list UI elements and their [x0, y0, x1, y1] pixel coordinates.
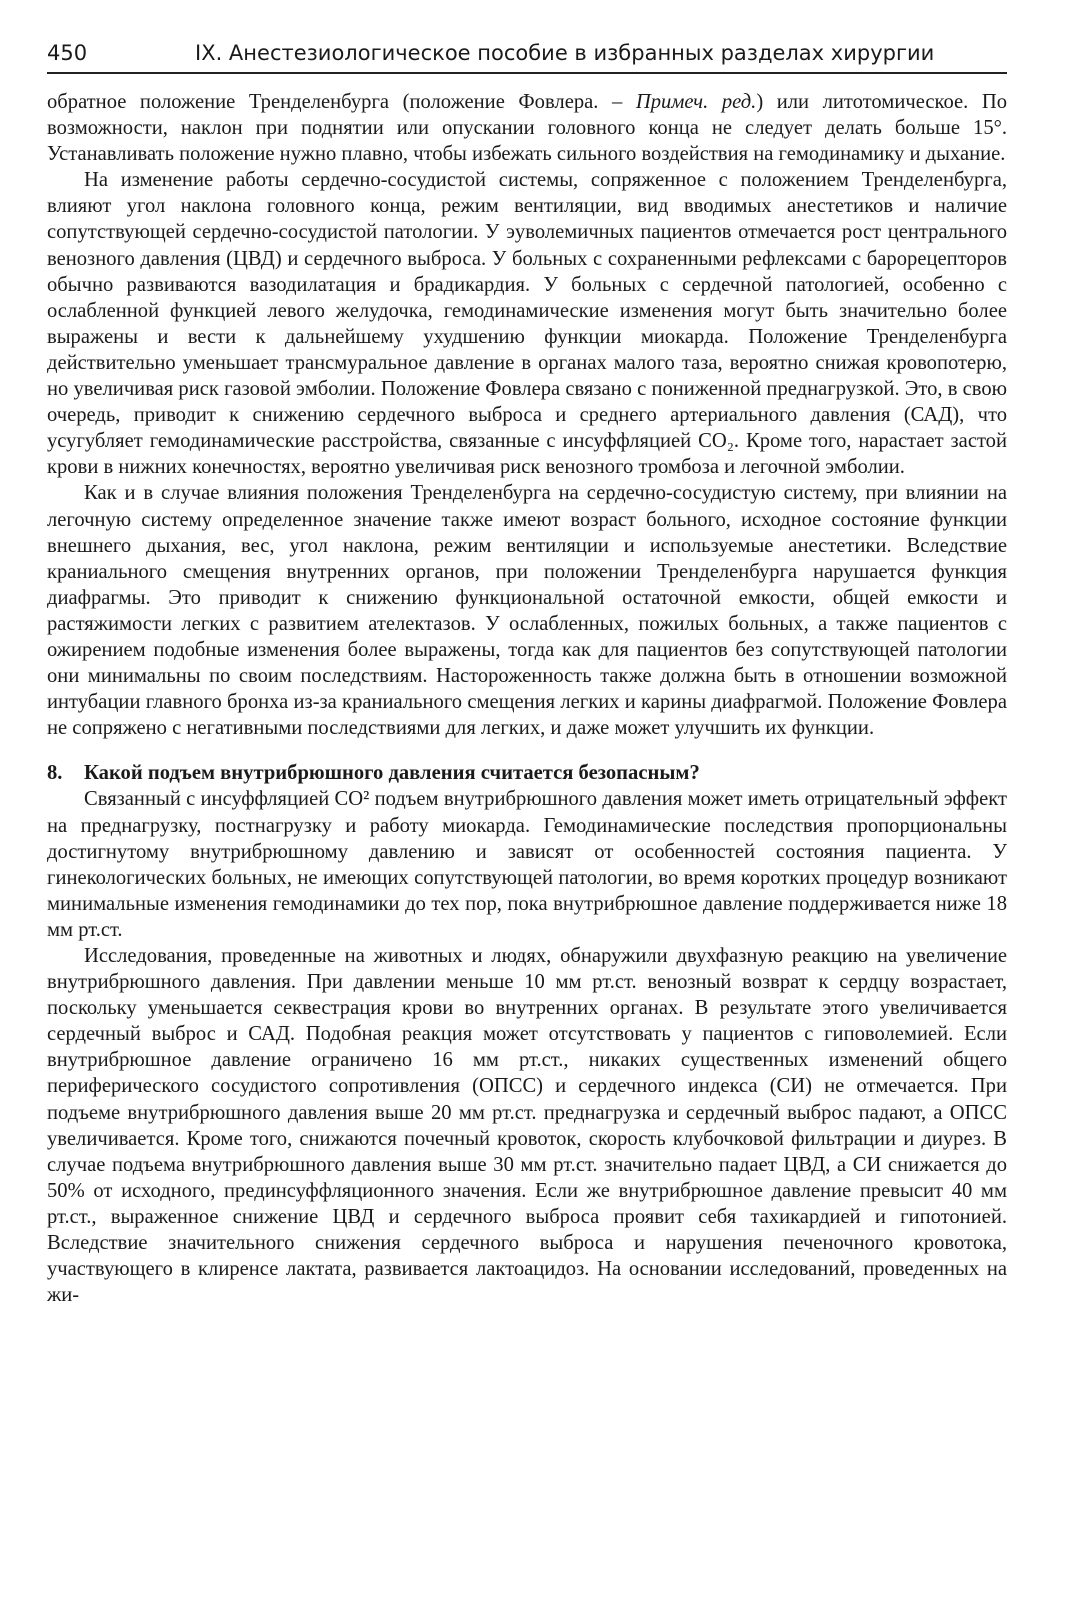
body-text: [47, 89, 1007, 1308]
paragraph-cardiovascular: На изменение работы сердечно-сосудистой системы, сопряженное с положением Тренделенбурга, влияют угол наклона головного конца, режим вентиляции, вид вводимых анестетиков и наличие сопутствующей сердечно-сосудистой патологии. У эуволемичных пациентов отмечается рост центрального венозного давления (ЦВД) и сердечного выброса. У больных с сохраненными рефлексами с барорецепторов обычно развиваются вазодилатация и брадикардия. У больных с сердечной патологией, особенно с ослабленной функцией левого желудочка, гемодинамические изменения могут быть значительно более выражены и вести к дальнейшему ухудшению функции миокарда. Положение Тренделенбурга действительно уменьшает трансмуральное давление в органах малого таза, вероятно снижая кровопотерю, но увеличивая риск газовой эмболии. Положение Фовлера связано с пониженной преднагрузкой. Это, в свою очередь, приводит к снижению сердечного выброса и среднего артериального давления (САД), что усугубляет гемодинамические расстройства, связанные с инсуффляцией CO₂. Кроме того, нарастает застой крови в нижних конечностях, вероятно увеличивая риск венозного тромбоза и легочной эмболии.: [47, 169, 1007, 479]
section-number: 8.: [47, 762, 63, 785]
editor-note: Примеч. ред.: [635, 91, 757, 113]
header-divider: [47, 72, 1007, 74]
paragraph-continuation: [47, 89, 1007, 167]
section-title: Какой подъем внутрибрюшного давления считается безопасным?: [84, 762, 700, 785]
page-number: 450: [47, 41, 88, 65]
paragraph-biphasic-reaction: Исследования, проведенные на животных и людях, обнаружили двухфазную реакцию на увеличение внутрибрюшного давления. При давлении меньше 10 мм рт.ст. венозный возврат к сердцу возрастает, поскольку уменьшается секвестрация крови во внутренних органах. В результате этого увеличивается сердечный выброс и САД. Подобная реакция может отсутствовать у пациентов с гиповолемией. Если внутрибрюшное давление ограничено 16 мм рт.ст., никаких существенных изменений общего периферического сосудистого сопротивления (ОПСС) и сердечного индекса (СИ) не отмечается. При подъеме внутрибрюшного давления выше 20 мм рт.ст. преднагрузка и сердечный выброс падают, а ОПСС увеличивается. Кроме того, снижаются почечный кровоток, скорость клубочковой фильтрации и диурез. В случае подъема внутрибрюшного давления выше 30 мм рт.ст. значительно падает ЦВД, а СИ снижается до 50% от исходного, прединсуффляционного значения. Если же внутрибрюшное давление превысит 40 мм рт.ст., выраженное снижение ЦВД и сердечного выброса проявит себя тахикардией и гипотонией. Вследствие значительного снижения сердечного выброса и нарушения печеночного кровотока, участвующего в клиренсе лактата, развивается лактоацидоз. На основании исследований, проведенных на жи-: [47, 945, 1007, 1307]
paragraph-pressure-effects: Связанный с инсуффляцией CO² подъем внутрибрюшного давления может иметь отрицательный эффект на преднагрузку, постнагрузку и работу миокарда. Гемодинамические последствия пропорциональны достигнутому внутрибрюшному давлению и зависят от особенностей состояния пациента. У гинекологических больных, не имеющих сопутствующей патологии, во время коротких процедур возникают минимальные изменения гемодинамики до тех пор, пока внутрибрюшное давление поддерживается ниже 18 мм рт.ст.: [47, 788, 1007, 941]
chapter-title: IX. Анестезиологическое пособие в избранных разделах хирургии: [195, 41, 935, 65]
paragraph-pulmonary: Как и в случае влияния положения Тренделенбурга на сердечно-сосудистую систему, при влиянии на легочную систему определенное значение также имеют возраст больного, исходное состояние функции внешнего дыхания, вес, угол наклона, режим вентиляции и используемые анестетики. Вследствие краниального смещения внутренних органов, при положении Тренделенбурга нарушается функция диафрагмы. Это приводит к снижению функциональной остаточной емкости, общей емкости и растяжимости легких с развитием ателектазов. У ослабленных, пожилых больных, а также пациентов с ожирением подобные изменения более выражены, тогда как для пациентов без сопутствующей патологии они минимальны по своим последствиям. Настороженность также должна быть в отношении возможной интубации главного бронха из-за краниального смещения легких и карины диафрагмой. Положение Фовлера не сопряжено с негативными последствиями для легких, и даже может улучшить их функции.: [47, 482, 1007, 740]
paragraph-text: обратное положение Тренделенбурга (положение Фовлера. –: [47, 91, 636, 113]
running-header: [47, 38, 1007, 68]
paragraph-text: ) или литотомическое. По возможности, наклон при поднятии или опускании головного конца не следует делать больше 15°. Устанавливать положение нужно плавно, чтобы избежать сильного воздействия на гемодинамику и дыхание.: [47, 91, 1008, 166]
section-heading: [47, 760, 1007, 786]
